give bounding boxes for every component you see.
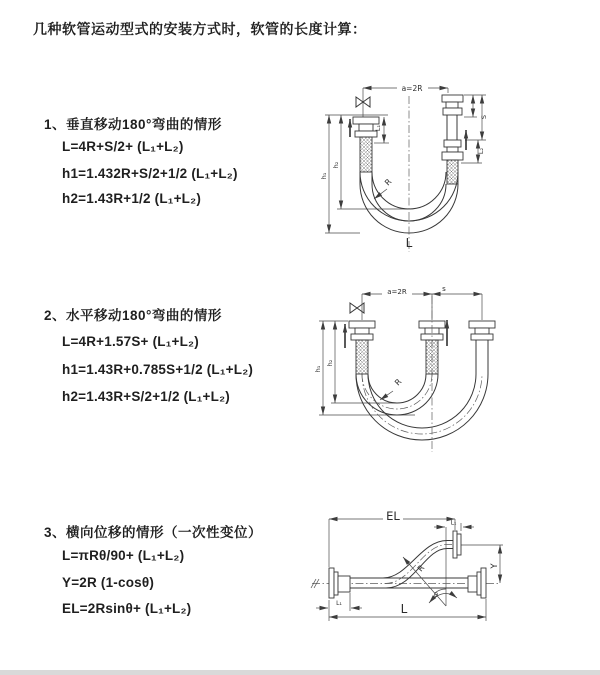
braided-hose-section [356, 340, 368, 374]
flange-right-original [468, 568, 486, 598]
radius-leader [380, 391, 393, 400]
dim-label-a2r: a=2R [401, 84, 423, 93]
dimension-labels [320, 84, 488, 250]
radius-label: R [383, 177, 394, 188]
dimension-lines [316, 512, 503, 621]
diagram-lateral-displacement [300, 495, 600, 675]
formula-line: h2=1.43R+S/2+1/2 (L₁+L₂) [62, 389, 230, 404]
section-2-heading: 2、水平移动180°弯曲的情形 [44, 308, 222, 323]
dim-label-h2: h₂ [326, 359, 334, 367]
scan-edge [0, 670, 600, 675]
dimension-lines [319, 288, 482, 415]
radius-leader [374, 189, 387, 199]
flange-top-right-moved [453, 531, 461, 558]
length-label: L [400, 602, 408, 616]
dim-label-h1: h₁ [314, 365, 322, 373]
section-3-heading: 3、横向位移的情形（一次性变位） [44, 525, 263, 540]
dim-label-y: Y [490, 563, 500, 569]
hose-s-curve [349, 541, 468, 589]
radius-label: R [393, 377, 404, 388]
dim-label-s: s [442, 285, 446, 293]
angle-label: θ [434, 591, 438, 599]
section-1-heading: 1、垂直移动180°弯曲的情形 [44, 117, 222, 132]
braided-hose-section [447, 160, 458, 184]
formula-line: L=4R+1.57S+ (L₁+L₂) [62, 334, 199, 349]
page-title: 几种软管运动型式的安装方式时，软管的长度计算： [33, 21, 367, 37]
flange-fitting-right-upper [442, 95, 463, 115]
formula-line: Y=2R (1-cosθ) [62, 575, 155, 590]
flange-fitting-left [349, 321, 375, 340]
diagram-horizontal-180-bend [310, 278, 595, 458]
braided-hose-section [360, 137, 372, 172]
radius-label: R [415, 563, 427, 574]
dim-label-el: EL [386, 509, 400, 523]
formula-line: L=4R+S/2+ (L₁+L₂) [62, 139, 184, 154]
dim-label-l1: L₁ [374, 124, 382, 132]
diagram-vertical-180-bend [300, 68, 600, 265]
formula-line: h2=1.43R+1/2 (L₁+L₂) [62, 191, 202, 206]
dim-label-l1-left: L₁ [336, 600, 342, 607]
dim-label-l1-top: L₁ [450, 519, 457, 527]
formula-line: h1=1.43R+0.785S+1/2 (L₁+L₂) [62, 362, 254, 377]
dim-label-h1: h₁ [320, 172, 328, 180]
dim-label-s: S [480, 114, 488, 120]
formula-line: EL=2Rsinθ+ (L₁+L₂) [62, 601, 192, 616]
dim-label-a2r: a=2R [387, 288, 407, 296]
hose-u-bends [356, 340, 488, 440]
length-label: L [405, 236, 413, 250]
flange-fitting-right-lower [442, 140, 463, 160]
formula-line: h1=1.432R+S/2+1/2 (L₁+L₂) [62, 166, 238, 181]
dim-label-l2: L₂ [477, 147, 485, 155]
radius-line [403, 557, 446, 606]
dim-label-h2: h₂ [332, 161, 340, 169]
flange-left [329, 568, 350, 598]
formula-line: L=πRθ/90+ (L₁+L₂) [62, 548, 185, 563]
flange-fitting-right-moved [469, 321, 495, 340]
